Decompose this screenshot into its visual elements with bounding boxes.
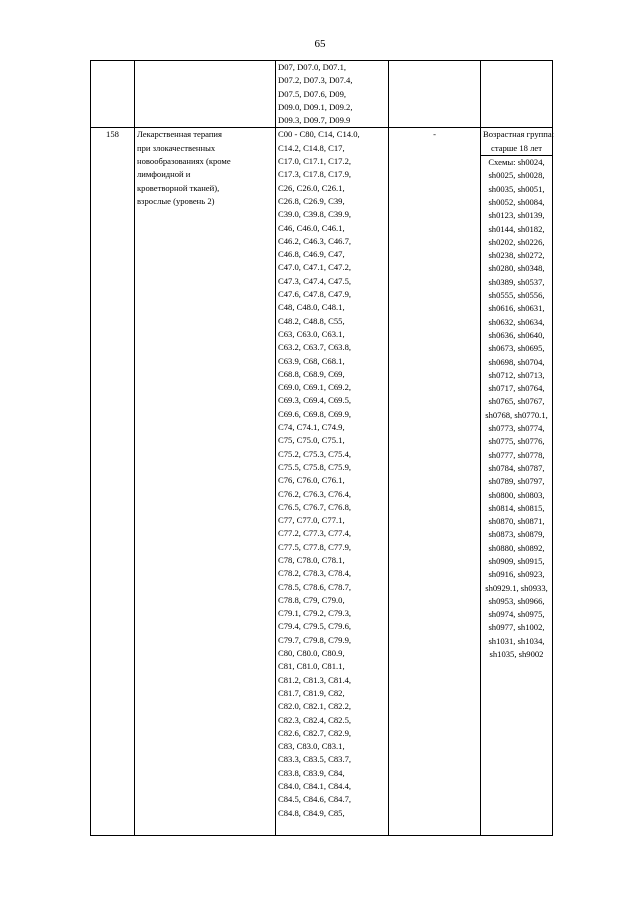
- text-line: C77, C77.0, C77.1,: [278, 515, 345, 526]
- table-row: [91, 61, 553, 128]
- text-line: C26, C26.0, C26.1,: [278, 182, 345, 193]
- text-line: C63.9, C68, C68.1,: [278, 355, 345, 366]
- text-line: sh0238, sh0272,: [488, 250, 545, 261]
- text-line: C79.4, C79.5, C79.6,: [278, 621, 352, 632]
- text-line: взрослые (уровень 2): [137, 195, 215, 206]
- text-line: C78, C78.0, C78.1,: [278, 554, 345, 565]
- text-line: sh0035, sh0051,: [488, 183, 545, 194]
- text-line: sh0768, sh0770.1,: [485, 409, 548, 420]
- text-line: sh1035, sh9002: [489, 649, 544, 660]
- text-line: sh0632, sh0634,: [488, 316, 545, 327]
- text-line: sh0712, sh0713,: [488, 369, 545, 380]
- text-line: sh0052, sh0084,: [488, 196, 545, 207]
- text-line: sh0202, sh0226,: [488, 236, 545, 247]
- text-line: C68.8, C68.9, C69,: [278, 368, 345, 379]
- text-line: sh0977, sh1002,: [488, 622, 545, 633]
- row-number-cell: [91, 61, 135, 128]
- text-line: sh0789, sh0797,: [488, 476, 545, 487]
- text-line: sh0636, sh0640,: [488, 329, 545, 340]
- text-line: C80, C80.0, C80.9,: [278, 648, 345, 659]
- text-line: C39.0, C39.8, C39.9,: [278, 209, 352, 220]
- text-line: C47.3, C47.4, C47.5,: [278, 275, 352, 286]
- text-line: C76, C76.0, C76.1,: [278, 475, 345, 486]
- text-line: D09.3, D09.7, D09.9: [278, 115, 351, 126]
- dash-cell: [389, 61, 481, 128]
- text-line: C26.8, C26.9, C39,: [278, 195, 345, 206]
- text-line: C82.6, C82.7, C82.9,: [278, 727, 352, 738]
- text-line: sh0717, sh0764,: [488, 383, 545, 394]
- text-line: sh0873, sh0879,: [488, 529, 545, 540]
- text-line: C82.3, C82.4, C82.5,: [278, 714, 352, 725]
- text-line: D07, D07.0, D07.1,: [278, 62, 347, 72]
- text-line: C69.0, C69.1, C69.2,: [278, 382, 352, 393]
- dash-cell: -: [389, 128, 481, 836]
- text-line: C00 - C80, C14, C14.0,: [278, 129, 360, 140]
- schemes-list: [481, 156, 552, 661]
- text-line: C69.3, C69.4, C69.5,: [278, 395, 352, 406]
- text-line: C83.3, C83.5, C83.7,: [278, 754, 352, 765]
- text-line: sh0916, sh0923,: [488, 569, 545, 580]
- text-line: C46.2, C46.3, C46.7,: [278, 235, 352, 246]
- text-line: C17.0, C17.1, C17.2,: [278, 156, 352, 167]
- text-line: C78.2, C78.3, C78.4,: [278, 568, 352, 579]
- text-line: D07.2, D07.3, D07.4,: [278, 75, 353, 86]
- text-line: C47.0, C47.1, C47.2,: [278, 262, 352, 273]
- text-line: C47.6, C47.8, C47.9,: [278, 289, 352, 300]
- text-line: при злокачественных: [137, 142, 216, 153]
- tariff-table: [90, 60, 553, 836]
- text-line: кроветворной тканей),: [137, 182, 220, 193]
- text-line: C79.1, C79.2, C79.3,: [278, 608, 352, 619]
- row-number-cell: 158: [91, 128, 135, 836]
- text-line: sh0909, sh0915,: [488, 555, 545, 566]
- text-line: Возрастная группа:: [483, 129, 555, 140]
- diagnosis-codes-cell: [276, 128, 389, 836]
- text-line: sh0555, sh0556,: [488, 290, 545, 301]
- text-line: C79.7, C79.8, C79.9,: [278, 634, 352, 645]
- text-line: C81, C81.0, C81.1,: [278, 661, 345, 672]
- text-line: C63.2, C63.7, C63.8,: [278, 342, 352, 353]
- text-line: D09.0, D09.1, D09.2,: [278, 101, 353, 112]
- text-line: sh0814, sh0815,: [488, 502, 545, 513]
- text-line: sh0777, sh0778,: [488, 449, 545, 460]
- text-line: sh0123, sh0139,: [488, 210, 545, 221]
- text-line: C78.5, C78.6, C78.7,: [278, 581, 352, 592]
- text-line: D07.5, D07.6, D09,: [278, 88, 347, 99]
- text-line: C63, C63.0, C63.1,: [278, 328, 345, 339]
- text-line: C81.2, C81.3, C81.4,: [278, 674, 352, 685]
- criteria-cell: [481, 128, 553, 836]
- text-line: sh0616, sh0631,: [488, 303, 545, 314]
- text-line: sh0144, sh0182,: [488, 223, 545, 234]
- text-line: C83.8, C83.9, C84,: [278, 767, 345, 778]
- text-line: C84.0, C84.1, C84.4,: [278, 781, 352, 792]
- text-line: Лекарственная терапия: [137, 129, 222, 140]
- text-line: C69.6, C69.8, C69.9,: [278, 408, 352, 419]
- text-line: C75.5, C75.8, C75.9,: [278, 461, 352, 472]
- text-line: sh0698, sh0704,: [488, 356, 545, 367]
- text-line: C74, C74.1, C74.9,: [278, 422, 345, 433]
- text-line: sh0025, sh0028,: [488, 170, 545, 181]
- page-number: 65: [314, 38, 326, 50]
- text-line: C75.2, C75.3, C75.4,: [278, 448, 352, 459]
- table-row: [91, 128, 553, 836]
- text-line: sh0765, sh0767,: [488, 396, 545, 407]
- text-line: C46, C46.0, C46.1,: [278, 222, 345, 233]
- text-line: sh0880, sh0892,: [488, 542, 545, 553]
- text-line: sh0974, sh0975,: [488, 609, 545, 620]
- row-name-cell: [135, 61, 276, 128]
- text-line: C82.0, C82.1, C82.2,: [278, 701, 352, 712]
- text-line: sh0280, sh0348,: [488, 263, 545, 274]
- text-line: новообразованиях (кроме: [137, 156, 231, 167]
- text-line: sh0673, sh0695,: [488, 343, 545, 354]
- text-line: C17.3, C17.8, C17.9,: [278, 169, 352, 180]
- text-line: C83, C83.0, C83.1,: [278, 741, 345, 752]
- age-group-text: [481, 128, 555, 156]
- text-line: C48.2, C48.8, C55,: [278, 315, 345, 326]
- text-line: sh0389, sh0537,: [488, 276, 545, 287]
- text-line: sh0775, sh0776,: [488, 436, 545, 447]
- text-line: старше 18 лет: [491, 142, 542, 153]
- text-line: sh0784, sh0787,: [488, 462, 545, 473]
- text-line: C84.5, C84.6, C84.7,: [278, 794, 352, 805]
- text-line: C76.2, C76.3, C76.4,: [278, 488, 352, 499]
- text-line: C76.5, C76.7, C76.8,: [278, 501, 352, 512]
- text-line: C46.8, C46.9, C47,: [278, 249, 345, 260]
- text-line: C84.8, C84.9, C85,: [278, 807, 345, 818]
- text-line: Схемы: sh0024,: [488, 157, 545, 168]
- text-line: C77.2, C77.3, C77.4,: [278, 528, 352, 539]
- text-line: C48, C48.0, C48.1,: [278, 302, 345, 313]
- text-line: sh0929.1, sh0933,: [485, 582, 548, 593]
- criteria-cell: [481, 61, 553, 128]
- text-line: sh0800, sh0803,: [488, 489, 545, 500]
- text-line: лимфоидной и: [137, 169, 191, 180]
- text-line: sh0953, sh0966,: [488, 595, 545, 606]
- row-name-cell: [135, 128, 276, 836]
- text-line: sh1031, sh1034,: [488, 635, 545, 646]
- text-line: C77.5, C77.8, C77.9,: [278, 541, 352, 552]
- text-line: sh0870, sh0871,: [488, 516, 545, 527]
- text-line: C75, C75.0, C75.1,: [278, 435, 345, 446]
- text-line: C81.7, C81.9, C82,: [278, 687, 345, 698]
- text-line: sh0773, sh0774,: [488, 423, 545, 434]
- diagnosis-codes-cell: [276, 61, 389, 128]
- text-line: C14.2, C14.8, C17,: [278, 142, 345, 153]
- text-line: C78.8, C79, C79.0,: [278, 594, 345, 605]
